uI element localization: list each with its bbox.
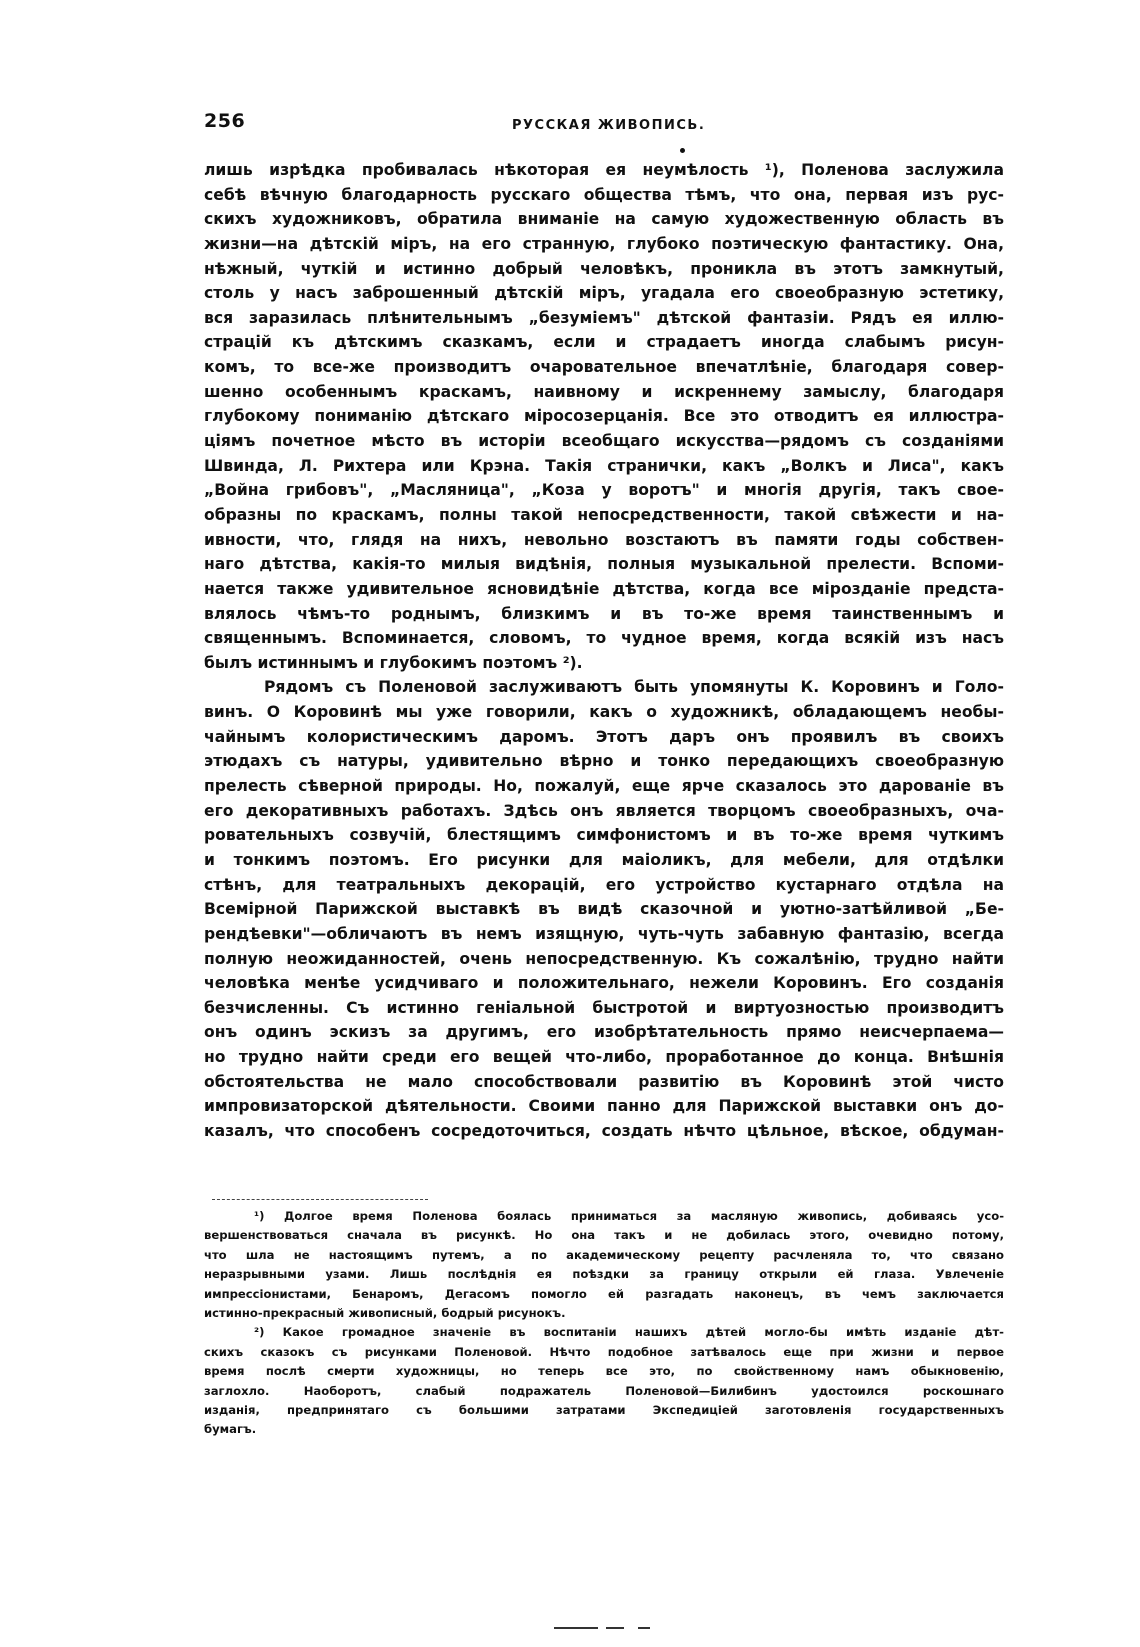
text-line: обстоятельства не мало способствовали развитію въ Коровинѣ этой чисто: [204, 1072, 1004, 1091]
text-line: стѣнъ, для театральныхъ декорацій, его устройство кустарнаго отдѣла на: [204, 875, 1004, 894]
text-line: прелесть сѣверной природы. Но, пожалуй, еще ярче сказалось это дарованіе въ: [204, 777, 1004, 796]
text-line: чайнымъ колористическимъ даромъ. Этотъ даръ онъ проявилъ въ своихъ: [204, 727, 1004, 746]
text-line: человѣка менѣе усидчиваго и положительнаго, нежели Коровинъ. Его созданія: [204, 974, 1004, 993]
paragraph-start-line: Рядомъ съ Поленовой заслуживаютъ быть упомянуты К. Коровинъ и Голо-: [264, 678, 1004, 697]
text-line: себѣ вѣчную благодарность русскаго общества тѣмъ, что она, первая изъ рус-: [204, 185, 1004, 204]
footnote-2-line: заглохло. Наоборотъ, слабый подражатель Поленовой—Билибинъ удостоился роскошнаго: [204, 1383, 1004, 1398]
text-line: нѣжный, чуткій и истинно добрый человѣкъ, проникла въ этотъ замкнутый,: [204, 259, 1004, 278]
footnote-1-line: ¹) Долгое время Поленова боялась приниматься за масляную живопись, добиваясь усо-: [254, 1209, 1004, 1223]
text-line: ивности, что, глядя на нихъ, невольно возстаютъ въ памяти годы собствен-: [204, 530, 1004, 549]
footnote-1-line: импрессіонистами, Бенаромъ, Дегасомъ помогло ей разгадать наконецъ, въ чемъ заключается: [204, 1286, 1004, 1301]
text-line: скихъ художниковъ, обратила вниманіе на самую художественную область въ: [204, 210, 1004, 229]
text-line: „Война грибовъ", „Масляница", „Коза у воротъ" и многія другія, такъ свое-: [204, 481, 1004, 500]
footnote-1-line: неразрывными узами. Лишь послѣднія ея поѣздки за границу открыли ей глаза. Увлеченіе: [204, 1267, 1004, 1282]
footnote-2-line: бумагъ.: [204, 1422, 257, 1437]
text-line: образны по краскамъ, полны такой непосредственности, такой свѣжести и на-: [204, 505, 1004, 524]
text-line: но трудно найти среди его вещей что-либо, проработанное до конца. Внѣшнія: [204, 1048, 1004, 1067]
text-line: импровизаторской дѣятельности. Своими панно для Парижской выставки онъ до-: [204, 1097, 1004, 1116]
footnote-separator: [212, 1199, 428, 1200]
footnote-2-line: изданія, предпринятаго съ большими затратами Экспедиціей заготовленія государственныхъ: [204, 1402, 1004, 1417]
text-line: глубокому пониманію дѣтскаго міросозерцанія. Все это отводитъ ея иллюстра-: [204, 407, 1004, 426]
text-line: полную неожиданностей, очень непосредственную. Къ сожалѣнію, трудно найти: [204, 949, 1004, 968]
text-line: Всемірной Парижской выставкѣ въ видѣ сказочной и уютно-затѣйливой „Бе-: [204, 900, 1004, 919]
text-line: этюдахъ съ натуры, удивительно вѣрно и тонко передающихъ своеобразную: [204, 752, 1004, 771]
text-line: лишь изрѣдка пробивалась нѣкоторая ея неумѣлость ¹), Поленова заслужила: [204, 161, 1004, 179]
text-line: влялось чѣмъ-то роднымъ, близкимъ и въ то-же время таинственнымъ и: [204, 604, 1004, 623]
footnote-2-line: скихъ сказокъ съ рисунками Поленовой. Нѣчто подобное затѣвалось еще при жизни и первое: [204, 1344, 1004, 1359]
main-text: [204, 158, 1004, 1144]
text-line: безчисленны. Съ истинно геніальной быстротой и виртуозностью производитъ: [204, 998, 1004, 1017]
footnotes: [204, 1207, 1004, 1440]
running-title: РУССКАЯ ЖИВОПИСЬ.: [512, 118, 706, 133]
text-line: рендѣевки"—обличаютъ въ немъ изящную, чуть-чуть забавную фантазію, всегда: [204, 924, 1004, 943]
text-line: жизни—на дѣтскій міръ, на его странную, глубоко поэтическую фантастику. Она,: [204, 234, 1004, 253]
footnote-1-line: вершенствоваться сначала въ рисункѣ. Но она такъ и не добилась этого, очевидно потому,: [204, 1228, 1004, 1243]
footnote-2-line: время послѣ смерти художницы, но теперь все это, по свойственному намъ обыкновенію,: [204, 1364, 1004, 1379]
text-line: столь у насъ заброшенный дѣтскій міръ, угадала его своеобразную эстетику,: [204, 284, 1004, 303]
text-line: нается также удивительное ясновидѣніе дѣтства, когда все мірозданіе предста-: [204, 579, 1004, 598]
text-line: наго дѣтства, какія-то милыя видѣнія, полныя музыкальной прелести. Вспоми-: [204, 555, 1004, 574]
text-line: казалъ, что способенъ сосредоточиться, создать нѣчто цѣльное, вѣское, обдуман-: [204, 1121, 1004, 1140]
page-header: [204, 110, 1004, 140]
text-line: былъ истиннымъ и глубокимъ поэтомъ ²).: [204, 653, 583, 672]
text-line: и тонкимъ поэтомъ. Его рисунки для маіоликъ, для мебели, для отдѣлки: [204, 850, 1004, 869]
text-line: его декоративныхъ работахъ. Здѣсь онъ является творцомъ своеобразныхъ, оча-: [204, 801, 1004, 820]
text-line: шенно особеннымъ краскамъ, наивному и искреннему замыслу, благодаря: [204, 382, 1004, 401]
text-line: Швинда, Л. Рихтера или Крэна. Такія странички, какъ „Волкъ и Лиса", какъ: [204, 456, 1004, 475]
text-line: страцій къ дѣтскимъ сказкамъ, если и страдаетъ иногда слабымъ рисун-: [204, 333, 1004, 352]
text-line: вся заразилась плѣнительнымъ „безуміемъ" дѣтской фантазіи. Рядъ ея иллю-: [204, 308, 1004, 327]
header-ornament-dot: [680, 148, 685, 153]
footnote-1-line: что шла не настоящимъ путемъ, а по академическому рецепту расчленяла то, что связано: [204, 1247, 1004, 1262]
text-line: комъ, то все-же производитъ очаровательное впечатлѣніе, благодаря совер-: [204, 358, 1004, 377]
text-line: ровательныхъ созвучій, блестящимъ симфонистомъ и въ то-же время чуткимъ: [204, 826, 1004, 845]
footnote-2-line: ²) Какое громадное значеніе въ воспитаніи нашихъ дѣтей могло-бы имѣть изданіе дѣт-: [254, 1325, 1004, 1340]
text-line: ціямъ почетное мѣсто въ исторіи всеобщаго искусства—рядомъ съ созданіями: [204, 432, 1004, 451]
page-number: 256: [204, 110, 246, 132]
footnote-1-line: истинно-прекрасный живописный, бодрый рисунокъ.: [204, 1305, 566, 1320]
text-line: винъ. О Коровинѣ мы уже говорили, какъ о художникѣ, обладающемъ необы-: [204, 703, 1004, 722]
bottom-printer-mark: [554, 1625, 664, 1631]
text-line: священнымъ. Вспоминается, словомъ, то чудное время, когда всякій изъ насъ: [204, 629, 1004, 648]
text-line: онъ одинъ эскизъ за другимъ, его изобрѣтательность прямо неисчерпаема—: [204, 1023, 1004, 1042]
